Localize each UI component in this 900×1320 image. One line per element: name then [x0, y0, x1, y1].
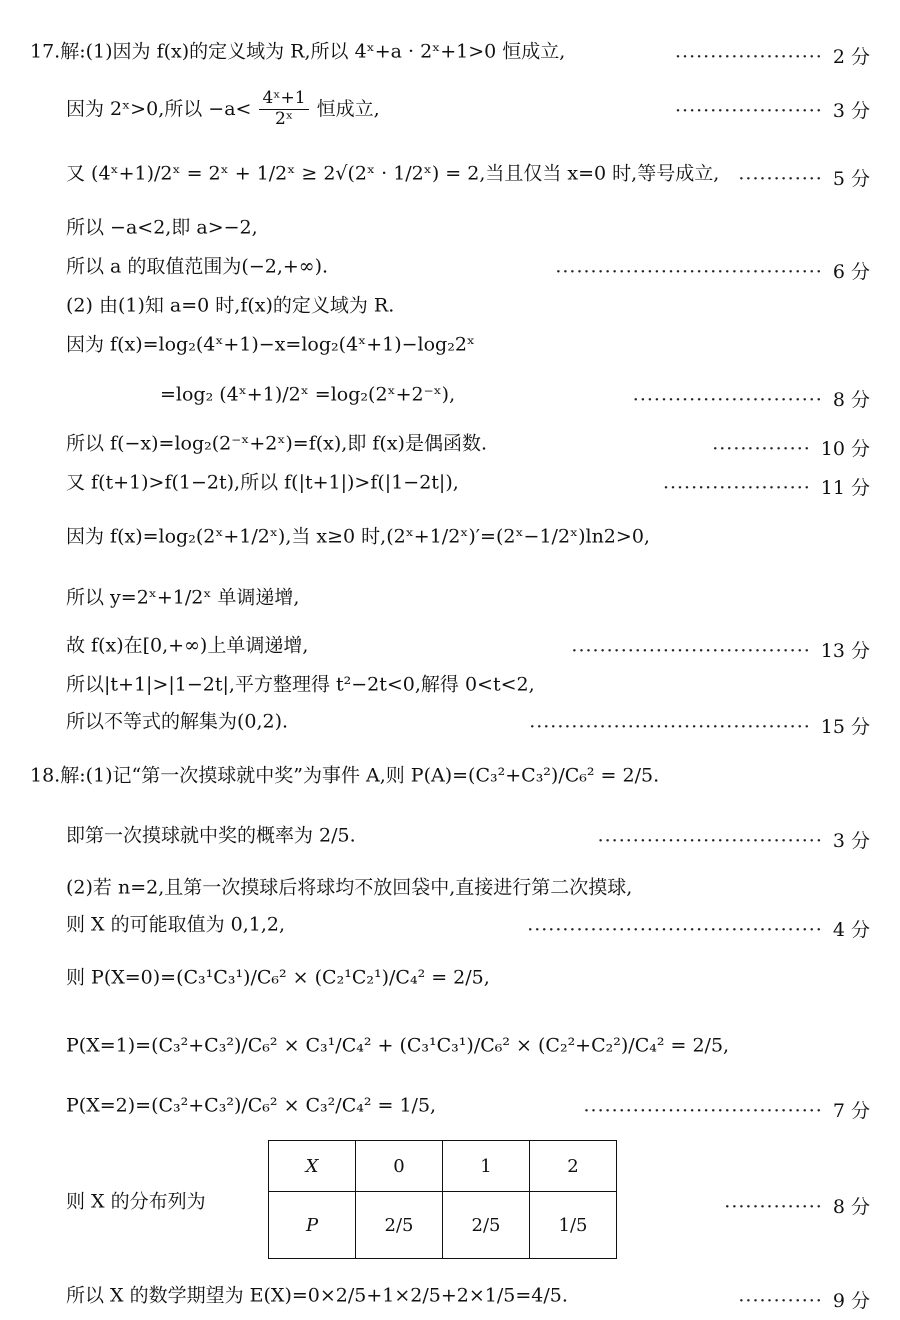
- points-label: 4 分: [832, 919, 870, 941]
- q18-points-4: [527, 915, 870, 942]
- q17-line-3: [66, 164, 719, 184]
- points-label: 10 分: [820, 438, 870, 460]
- q17-line-7-text: 因为 f(x)=log₂(4ˣ+1)−x=log₂(4ˣ+1)−log₂2ˣ: [66, 333, 475, 356]
- leader-dots: ··········································: [527, 919, 823, 941]
- q17-line-4: [66, 218, 258, 238]
- q17-line-5-text: 所以 a 的取值范围为(−2,+∞).: [66, 255, 329, 278]
- q17-line-3-text: 又 (4ˣ+1)/2ˣ = 2ˣ + 1/2ˣ ≥ 2√(2ˣ · 1/2ˣ) = 2,当且仅当 x=0 时,等号成立,: [66, 162, 720, 185]
- points-label: 15 分: [820, 716, 870, 738]
- leader-dots: ············: [738, 1290, 823, 1312]
- q17-line-5: [66, 257, 328, 277]
- q18-line-6: [66, 1036, 729, 1056]
- q17-points-8: [633, 385, 870, 412]
- q17-line-11-text: 因为 f(x)=log₂(2ˣ+1/2ˣ),当 x≥0 时,(2ˣ+1/2ˣ)′=(2ˣ−1/2ˣ)ln2>0,: [66, 525, 650, 548]
- table-cell: 2/5: [356, 1192, 443, 1259]
- q17-line-2-text: 因为 2ˣ>0,所以 −a<: [66, 97, 252, 120]
- leader-dots: ··································: [571, 640, 811, 662]
- q18-line-4-text: 则 X 的可能取值为 0,1,2,: [66, 913, 286, 936]
- q18-dist-label: [66, 1192, 206, 1212]
- q18-line-9-text: 所以 X 的数学期望为 E(X)=0×2/5+1×2/5+2×1/5=4/5.: [66, 1284, 568, 1307]
- leader-dots: ································: [597, 830, 823, 852]
- table-cell: P: [269, 1192, 356, 1259]
- q17-line-12-text: 所以 y=2ˣ+1/2ˣ 单调递增,: [66, 586, 300, 609]
- q17-points-13: [571, 636, 870, 663]
- q17-line-9: [66, 434, 487, 454]
- q17-line-8-text: =log₂ (4ˣ+1)/2ˣ =log₂(2ˣ+2⁻ˣ),: [160, 383, 456, 406]
- q18-line-7-text: P(X=2)=(C₃²+C₃²)/C₆² × C₃²/C₄² = 1/5,: [66, 1094, 437, 1117]
- points-label: 3 分: [832, 830, 870, 852]
- leader-dots: ··············: [712, 438, 811, 460]
- table-cell: 2/5: [443, 1192, 530, 1259]
- q18-line-9: [66, 1286, 568, 1306]
- table-row: [269, 1141, 617, 1192]
- q17-points-2: [675, 96, 870, 123]
- q17-line-11: [66, 527, 650, 547]
- q17-line-9-text: 所以 f(−x)=log₂(2⁻ˣ+2ˣ)=f(x),即 f(x)是偶函数.: [66, 432, 487, 455]
- q18-points-2: [598, 826, 870, 853]
- q17-line-2-tail: 恒成立,: [316, 97, 380, 120]
- q17-line-8: [160, 385, 455, 405]
- points-label: 2 分: [832, 46, 870, 68]
- q18-head-text: 18.解:(1)记“第一次摸球就中奖”为事件 A,则 P(A)=(C₃²+C₃²)/C₆² = 2/5.: [30, 764, 660, 787]
- q17-line-13-text: 故 f(x)在[0,+∞)上单调递增,: [66, 634, 309, 657]
- leader-dots: ·····················: [662, 477, 811, 499]
- table-cell: 1: [443, 1141, 530, 1192]
- q17-points-9: [712, 434, 870, 461]
- table-cell: 2: [530, 1141, 617, 1192]
- fraction: [259, 90, 308, 129]
- dist-label-text: 则 X 的分布列为: [66, 1190, 206, 1213]
- q18-line-3-text: (2)若 n=2,且第一次摸球后将球均不放回袋中,直接进行第二次摸球,: [66, 876, 633, 899]
- leader-dots: ··································: [583, 1100, 823, 1122]
- q17-line-6-text: (2) 由(1)知 a=0 时,f(x)的定义域为 R.: [66, 294, 395, 317]
- points-label: 3 分: [832, 100, 870, 122]
- q18-line-4: [66, 915, 285, 935]
- q18-line-6-text: P(X=1)=(C₃²+C₃²)/C₆² × C₃¹/C₄² + (C₃¹C₃¹)/C₆² × (C₂²+C₂²)/C₄² = 2/5,: [66, 1034, 730, 1057]
- q17-points-3: [738, 164, 870, 191]
- q18-points-7: [584, 1096, 871, 1123]
- q17-line-10: [66, 473, 459, 493]
- q17-line-1: [30, 42, 565, 62]
- q17-line-14: [66, 675, 535, 695]
- q17-line-4-text: 所以 −a<2,即 a>−2,: [66, 216, 258, 239]
- distribution-table: [268, 1140, 617, 1259]
- q18-line-5-text: 则 P(X=0)=(C₃¹C₃¹)/C₆² × (C₂¹C₂¹)/C₄² = 2/5,: [66, 966, 490, 989]
- q18-line-2: [66, 826, 356, 846]
- q18-line-5: [66, 968, 490, 988]
- q17-line-13: [66, 636, 308, 656]
- points-label: 13 分: [820, 640, 870, 662]
- q18-points-9: [738, 1286, 870, 1313]
- q17-line-7: [66, 335, 475, 355]
- points-label: 9 分: [832, 1290, 870, 1312]
- q17-line-10-text: 又 f(t+1)>f(1−2t),所以 f(|t+1|)>f(|1−2t|),: [66, 471, 459, 494]
- points-label: 5 分: [832, 168, 870, 190]
- q17-points-1: [675, 42, 870, 69]
- leader-dots: ···························: [632, 389, 823, 411]
- leader-dots: ············: [738, 168, 823, 190]
- q17-head-text: 17.解:(1)因为 f(x)的定义域为 R,所以 4ˣ+a · 2ˣ+1>0 恒成立,: [30, 40, 566, 63]
- q17-line-6: [66, 296, 394, 316]
- leader-dots: ········································: [529, 716, 811, 738]
- q18-line-1: [30, 766, 659, 786]
- points-label: 11 分: [820, 477, 870, 499]
- leader-dots: ······································: [555, 261, 823, 283]
- table-cell: 1/5: [530, 1192, 617, 1259]
- table-cell: 0: [356, 1141, 443, 1192]
- q17-line-2: [66, 90, 380, 129]
- q18-line-3: [66, 878, 632, 898]
- points-label: 7 分: [832, 1100, 870, 1122]
- q18-points-8: [724, 1192, 870, 1219]
- q17-line-12: [66, 588, 299, 608]
- q18-line-7: [66, 1096, 436, 1116]
- q17-points-15: [529, 712, 870, 739]
- q17-line-15: [66, 712, 288, 732]
- table-row: [269, 1192, 617, 1259]
- points-label: 8 分: [832, 389, 870, 411]
- q17-points-10: [663, 473, 870, 500]
- q18-line-2-text: 即第一次摸球就中奖的概率为 2/5.: [66, 824, 356, 847]
- fraction-denominator: 2ˣ: [275, 108, 294, 129]
- points-label: 8 分: [832, 1196, 870, 1218]
- q17-line-15-text: 所以不等式的解集为(0,2).: [66, 710, 289, 733]
- fraction-numerator: 4ˣ+1: [259, 90, 308, 110]
- leader-dots: ·····················: [675, 46, 823, 68]
- points-label: 6 分: [832, 261, 870, 283]
- leader-dots: ·····················: [675, 100, 823, 122]
- q17-points-5: [555, 257, 870, 284]
- q17-line-14-text: 所以|t+1|>|1−2t|,平方整理得 t²−2t<0,解得 0<t<2,: [66, 673, 535, 696]
- leader-dots: ··············: [724, 1196, 823, 1218]
- table-cell: X: [269, 1141, 356, 1192]
